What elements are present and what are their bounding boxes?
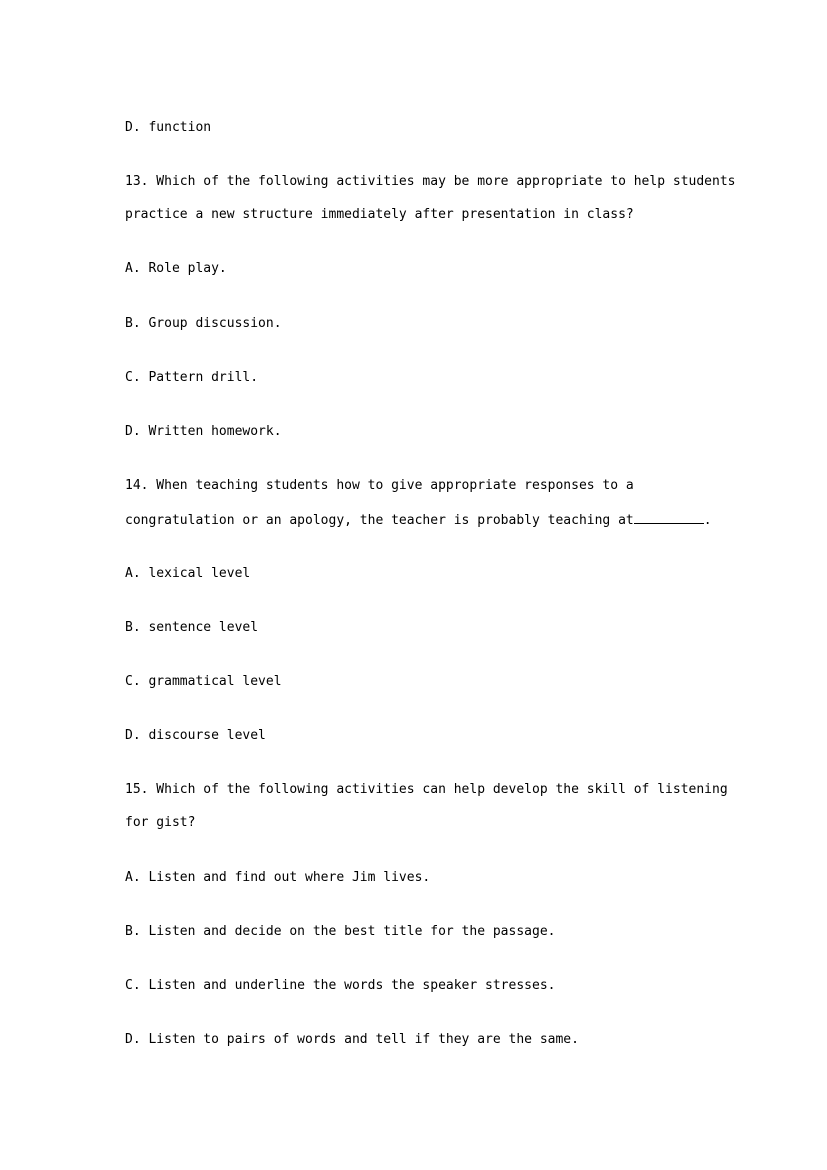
q15-option-c: C. Listen and underline the words the speaker stresses. — [125, 978, 556, 993]
q13-stem-line-1: 13. Which of the following activities may be more appropriate to help students — [125, 174, 736, 189]
q15-option-d: D. Listen to pairs of words and tell if they are the same. — [125, 1032, 579, 1047]
q15-stem-line-1: 15. Which of the following activities can help develop the skill of listening — [125, 782, 728, 797]
q15-option-b: B. Listen and decide on the best title for the passage. — [125, 924, 556, 939]
q13-stem-line-2: practice a new structure immediately after presentation in class? — [125, 207, 634, 222]
q14-stem-line-2-text: congratulation or an apology, the teacher is probably teaching at — [125, 513, 634, 528]
q12-option-d: D. function — [125, 120, 212, 135]
q14-stem-line-2 — [125, 511, 725, 529]
q13-option-a: A. Role play. — [125, 261, 227, 276]
q14-option-b: B. sentence level — [125, 620, 259, 635]
answer-blank — [634, 511, 704, 524]
q15-stem-line-2: for gist? — [125, 815, 196, 830]
q13-option-b: B. Group discussion. — [125, 316, 282, 331]
q14-option-a: A. lexical level — [125, 566, 251, 581]
q14-stem-line-1: 14. When teaching students how to give appropriate responses to a — [125, 478, 634, 493]
q13-option-c: C. Pattern drill. — [125, 370, 259, 385]
q14-stem-line-2-end: . — [703, 513, 712, 528]
q15-option-a: A. Listen and find out where Jim lives. — [125, 870, 431, 885]
q14-option-d: D. discourse level — [125, 728, 266, 743]
q14-option-c: C. grammatical level — [125, 674, 282, 689]
q13-option-d: D. Written homework. — [125, 424, 282, 439]
